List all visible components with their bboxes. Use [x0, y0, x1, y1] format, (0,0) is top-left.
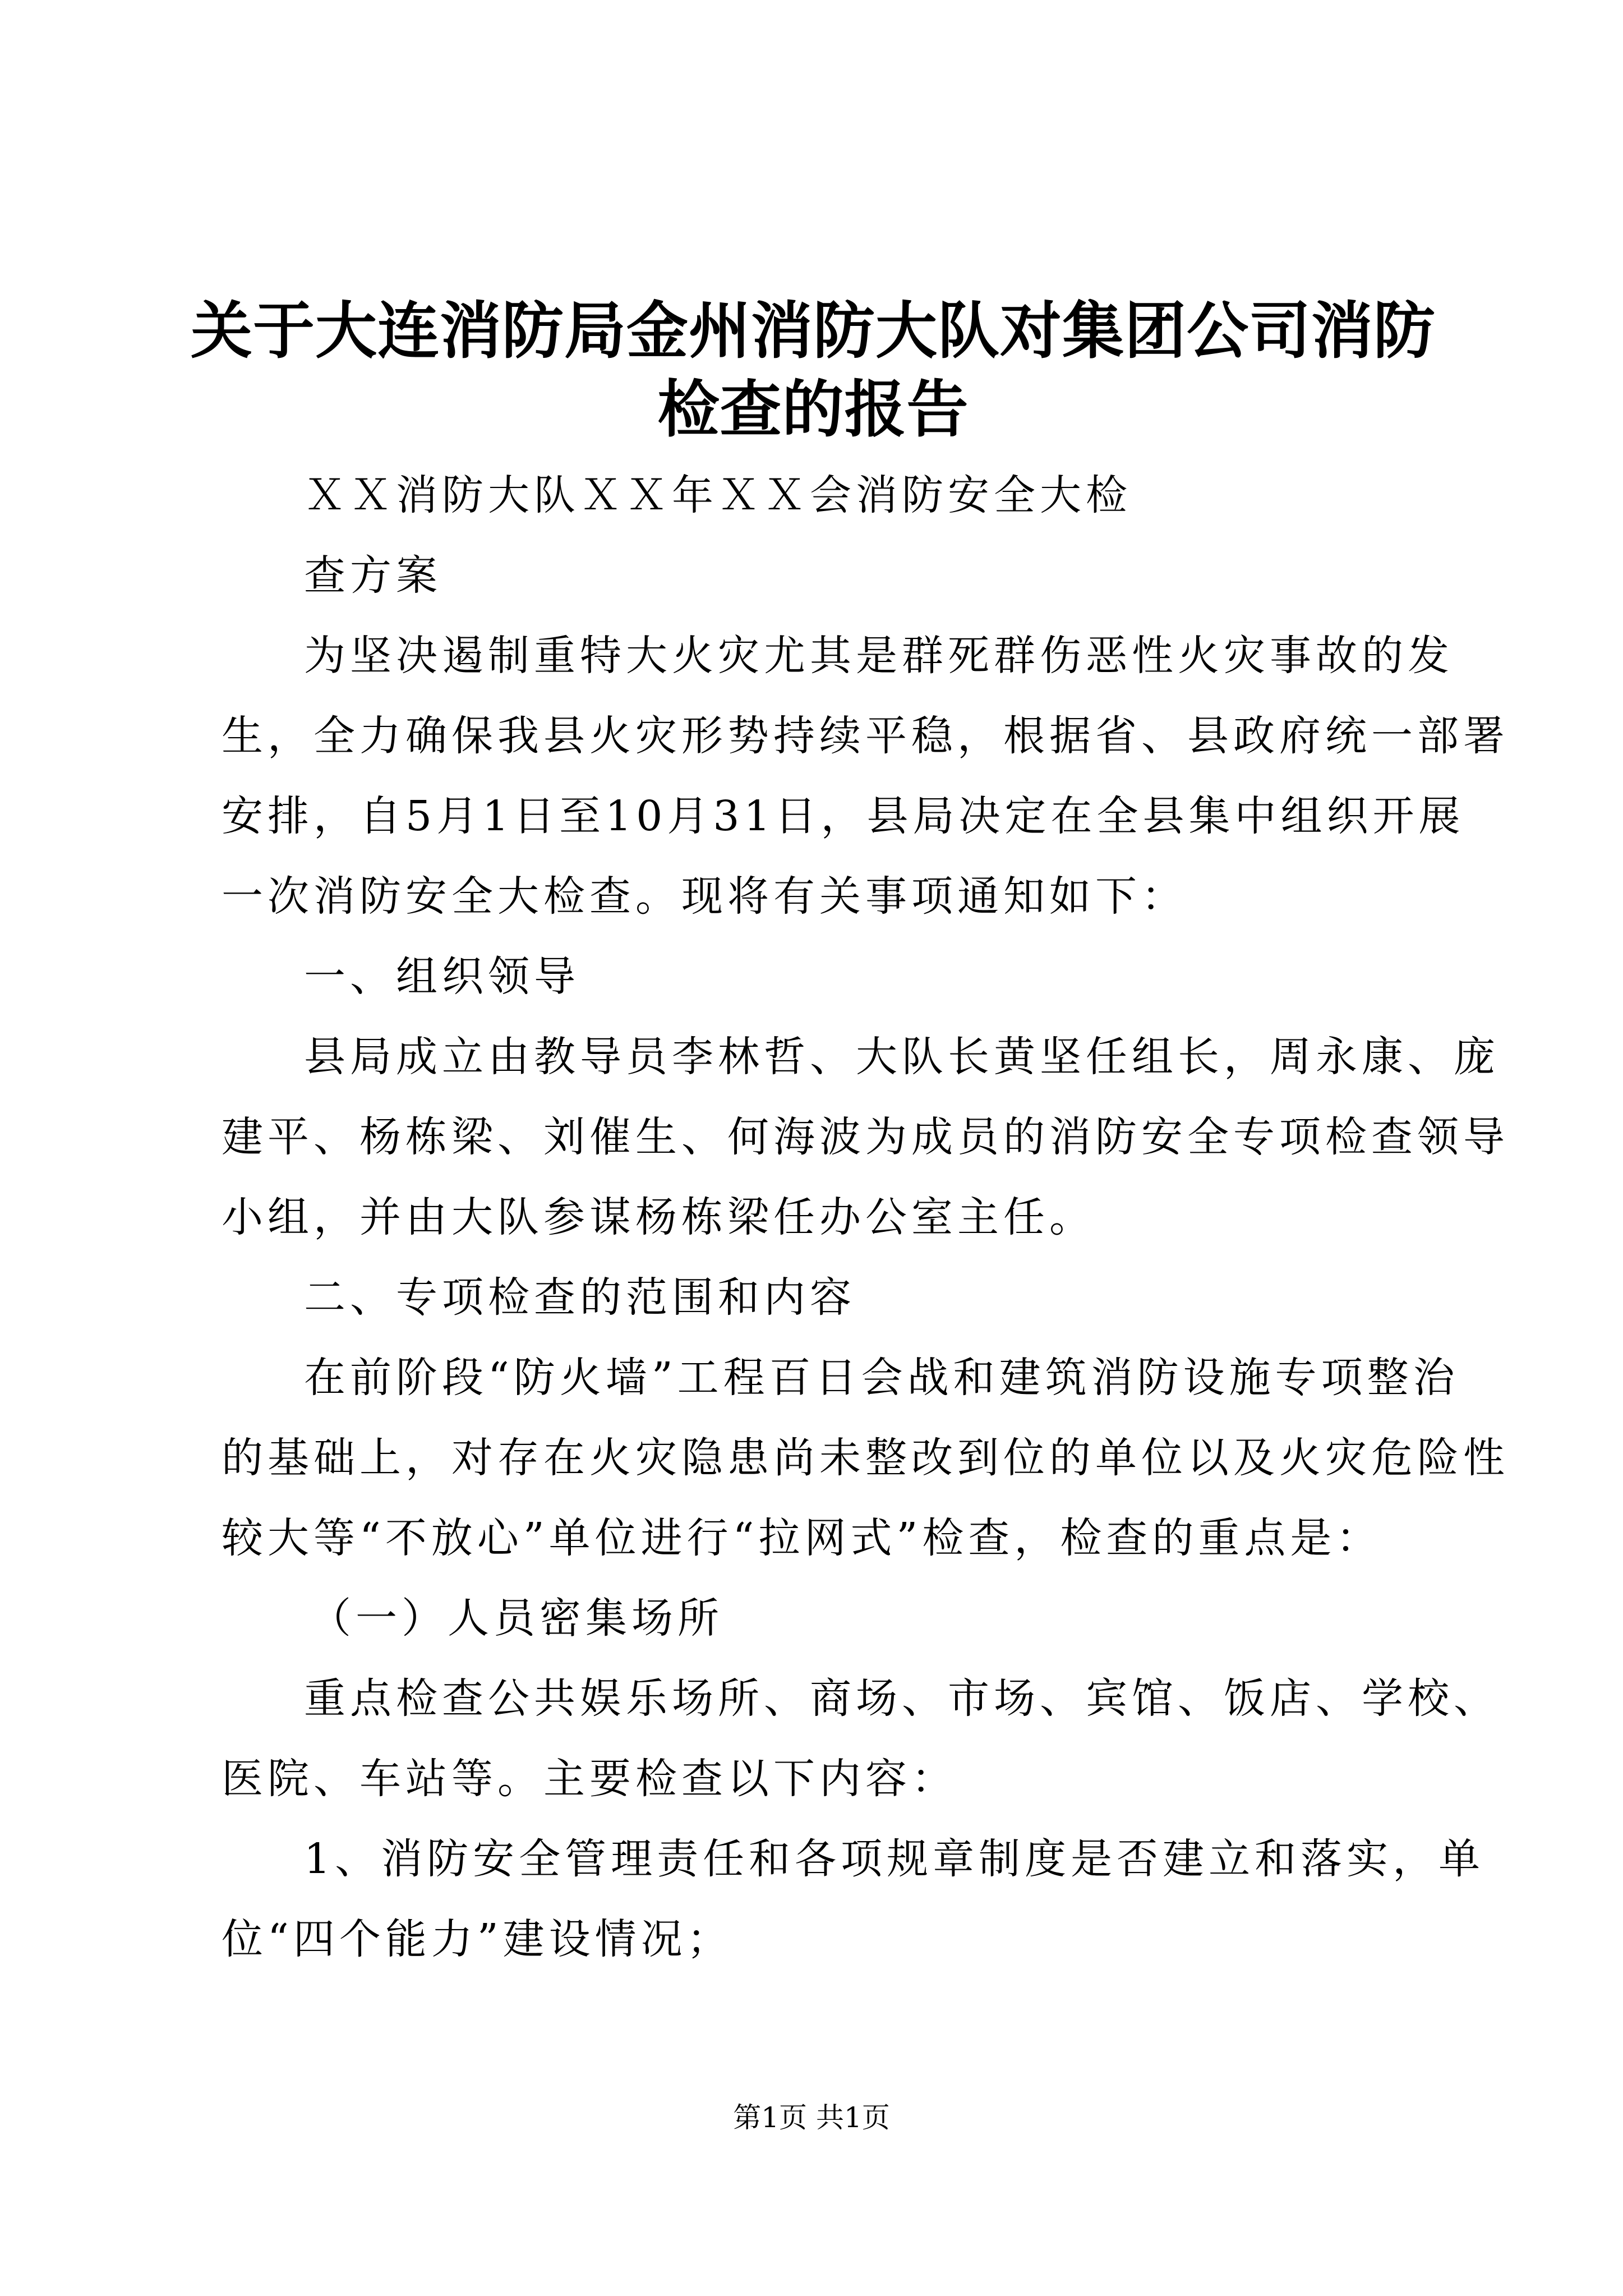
- paragraph-2-line-1: 县局成立由教导员李林哲、大队长黄坚任组长，周永康、庞: [304, 1033, 1500, 1081]
- paragraph-3-line-1: 在前阶段“防火墙”工程百日会战和建筑消防设施专项整治: [304, 1354, 1459, 1402]
- document-title-line-1: 关于大连消防局金州消防大队对集团公司消防: [191, 295, 1436, 367]
- paragraph-4-line-2: 医院、车站等。主要检查以下内容：: [222, 1755, 957, 1803]
- list-item-1-line-2: 位“四个能力”建设情况；: [222, 1915, 733, 1963]
- subtitle-line-2: 查方案: [304, 551, 442, 600]
- paragraph-2-line-3: 小组，并由大队参谋杨栋梁任办公室主任。: [222, 1193, 1095, 1241]
- paragraph-1-line-1: 为坚决遏制重特大火灾尤其是群死群伤恶性火灾事故的发: [304, 632, 1454, 680]
- paragraph-1-line-4: 一次消防安全大检查。现将有关事项通知如下：: [222, 872, 1187, 921]
- section-heading-1: 一、组织领导: [304, 953, 580, 1001]
- subsection-heading-1: （一）人员密集场所: [310, 1594, 723, 1642]
- page-footer: 第1页 共1页: [733, 2101, 890, 2134]
- paragraph-2-line-2: 建平、杨栋梁、刘催生、何海波为成员的消防安全专项检查领导: [222, 1113, 1509, 1161]
- list-item-1-line-1: 1、消防安全管理责任和各项规章制度是否建立和落实，单: [304, 1835, 1485, 1883]
- paragraph-4-line-1: 重点检查公共娱乐场所、商场、市场、宾馆、饭店、学校、: [304, 1674, 1500, 1723]
- paragraph-3-line-2: 的基础上，对存在火灾隐患尚未整改到位的单位以及火灾危险性: [222, 1434, 1509, 1482]
- document-title-line-2: 检查的报告: [657, 373, 969, 445]
- subtitle-line-1: ＸＸ消防大队ＸＸ年ＸＸ会消防安全大检: [304, 471, 1132, 519]
- section-heading-2: 二、专项检查的范围和内容: [304, 1273, 856, 1322]
- paragraph-1-line-2: 生，全力确保我县火灾形势持续平稳，根据省、县政府统一部署: [222, 712, 1509, 760]
- paragraph-3-line-3: 较大等“不放心”单位进行“拉网式”检查，检查的重点是：: [222, 1514, 1382, 1562]
- paragraph-1-line-3: 安排，自5月1日至10月31日，县局决定在全县集中组织开展: [222, 792, 1465, 840]
